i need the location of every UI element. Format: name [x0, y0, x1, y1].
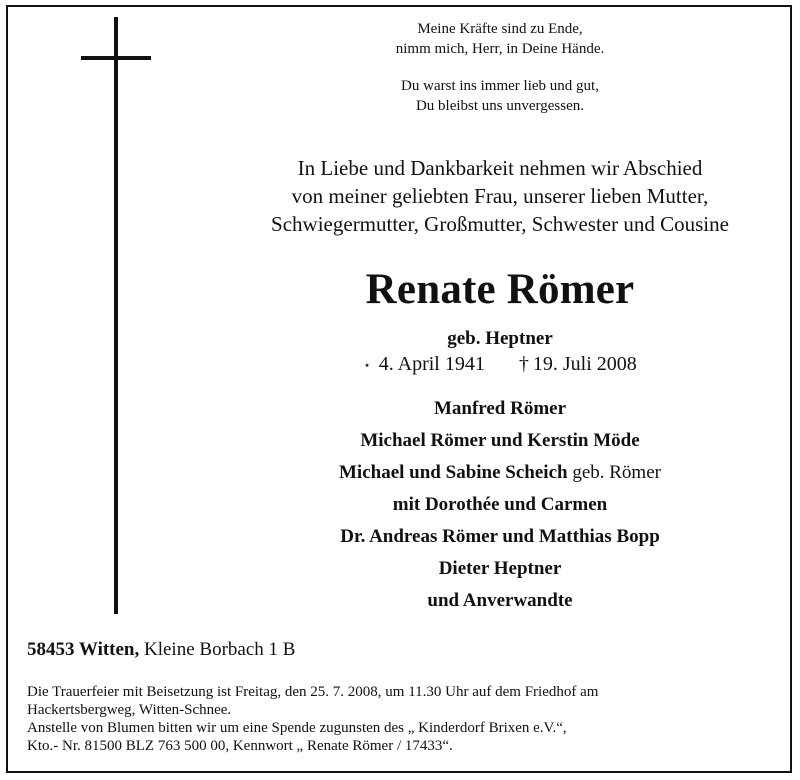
- mourner-name: Manfred Römer: [433, 398, 567, 419]
- farewell-text: [160, 154, 800, 238]
- death-cross-icon: †: [518, 353, 529, 375]
- mourner-entry: [270, 489, 730, 521]
- mourner-name: Michael Römer und Kerstin Möde: [360, 430, 640, 451]
- farewell-line: Schwiegermutter, Großmutter, Schwester und Cousine: [271, 212, 729, 236]
- life-dates: [330, 351, 670, 378]
- mourner-name: mit Dorothée und Carmen: [392, 494, 608, 515]
- mourner-name: Dr. Andreas Römer und Matthias Bopp: [340, 526, 660, 547]
- notice-line: Kto.- Nr. 81500 BLZ 763 500 00, Kennwort „ Renate Römer / 17433“.: [27, 738, 453, 754]
- notice-line: Die Trauerfeier mit Beisetzung ist Freitag, den 25. 7. 2008, um 11.30 Uhr auf dem Friedhof am: [27, 684, 599, 700]
- farewell-line: In Liebe und Dankbarkeit nehmen wir Abschied: [297, 156, 703, 180]
- family-address: [27, 638, 527, 662]
- maiden-name: geb. Heptner: [447, 328, 553, 349]
- verse-line: Du warst ins immer lieb und gut,: [401, 78, 599, 94]
- cross-icon: [114, 17, 118, 614]
- mourner-entry: [270, 585, 730, 617]
- farewell-line: von meiner geliebten Frau, unserer lieben Mutter,: [291, 184, 709, 208]
- funeral-notice: [27, 683, 777, 755]
- verse-stanza-2: [290, 76, 710, 116]
- verse-line: Meine Kräfte sind zu Ende,: [417, 21, 583, 37]
- mourner-entry: [270, 457, 730, 489]
- verse-line: Du bleibst uns unvergessen.: [415, 98, 585, 114]
- cross-icon-crossbar: [81, 56, 151, 60]
- mourner-name: Michael und Sabine Scheich: [339, 462, 568, 483]
- mourner-name: und Anverwandte: [427, 590, 573, 611]
- birth-star-icon: ⋆: [363, 358, 371, 373]
- mourner-note: geb. Römer: [567, 462, 661, 483]
- address-city: 58453 Witten,: [27, 639, 140, 660]
- mourners-list: [270, 393, 730, 617]
- address-street: Kleine Borbach 1 B: [139, 639, 296, 660]
- death-date: 19. Juli 2008: [532, 353, 637, 375]
- deceased-name: Renate Römer: [365, 266, 635, 313]
- mourner-name: Dieter Heptner: [438, 558, 562, 579]
- mourner-entry: [270, 393, 730, 425]
- mourner-entry: [270, 553, 730, 585]
- birth-date: 4. April 1941: [378, 353, 485, 375]
- notice-line: Anstelle von Blumen bitten wir um eine Spende zugunsten des „ Kinderdorf Brixen e.V.“,: [27, 720, 567, 736]
- verse-line: nimm mich, Herr, in Deine Hände.: [395, 41, 605, 57]
- mourner-entry: [270, 521, 730, 553]
- notice-line: Hackertsbergweg, Witten-Schnee.: [27, 702, 232, 718]
- mourner-entry: [270, 425, 730, 457]
- verse-stanza-1: [290, 19, 710, 59]
